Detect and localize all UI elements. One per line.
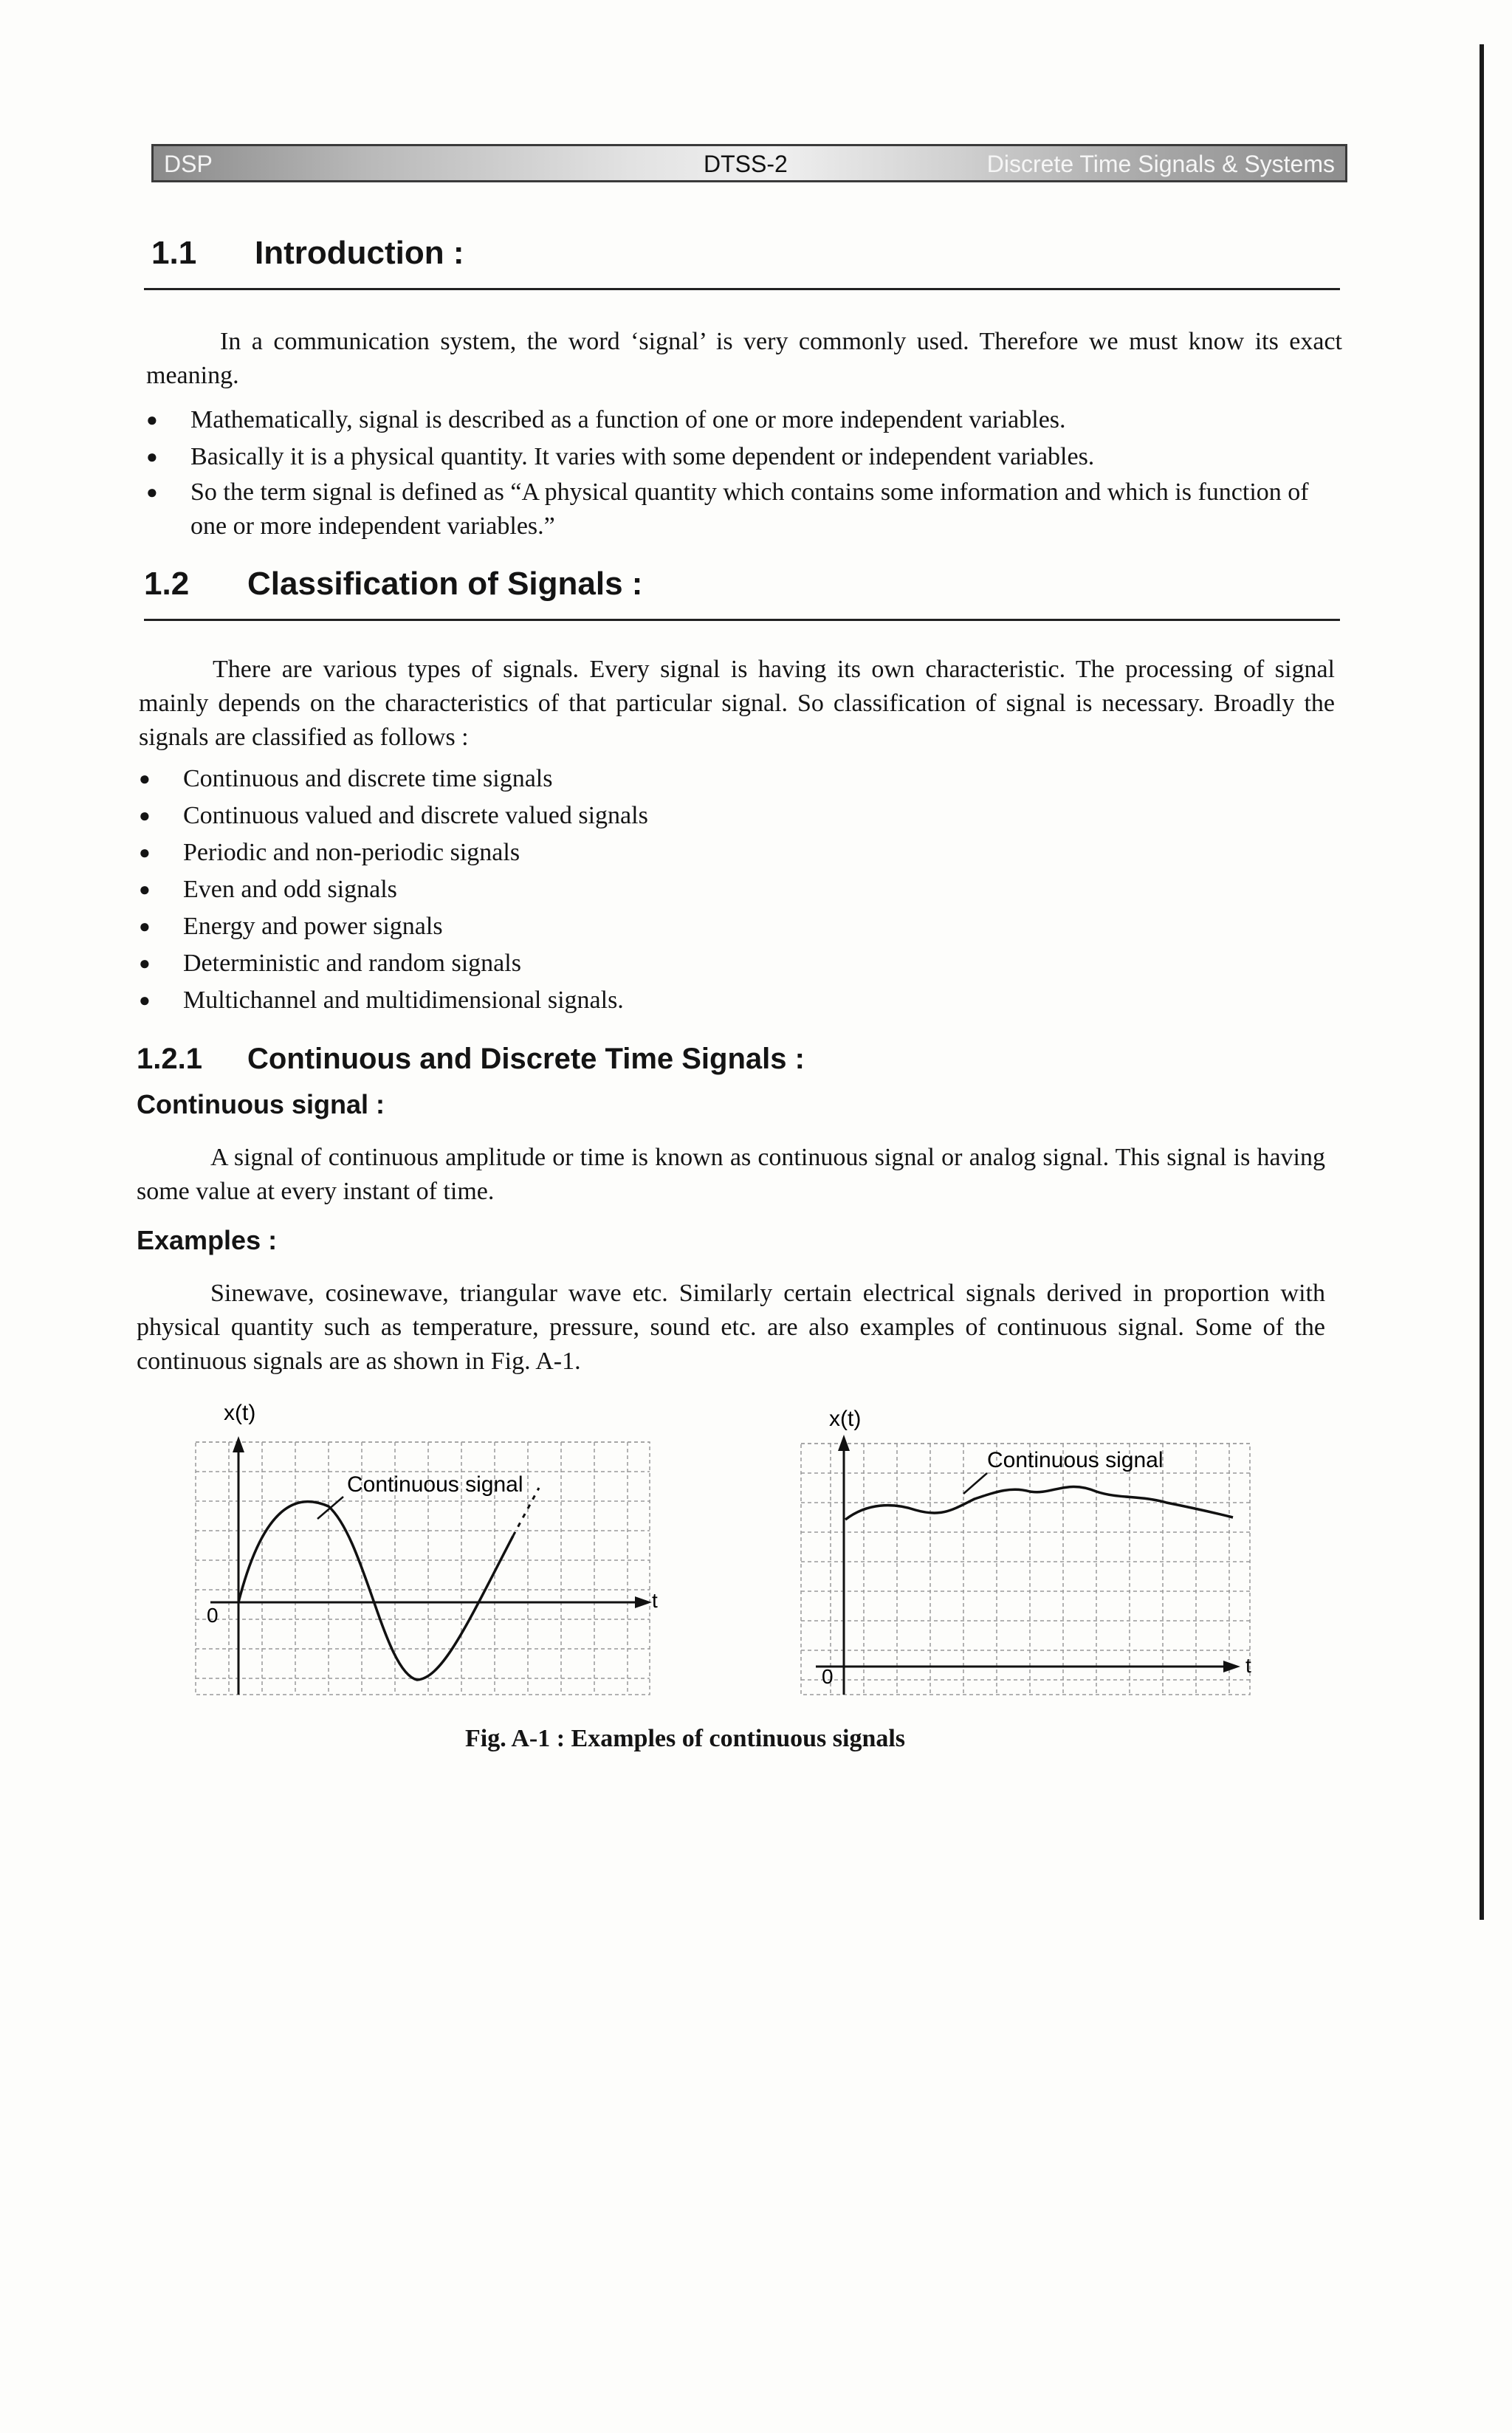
x-axis-label: t <box>1245 1654 1251 1677</box>
list-item: ● So the term signal is defined as “A physical quantity which contains some information and which is function of one or more independent variables.” <box>146 476 1342 543</box>
subsection-number: 1.2.1 <box>137 1043 202 1075</box>
figure-caption: Fig. A-1 : Examples of continuous signals <box>465 1725 906 1752</box>
list-item: ● Multichannel and multidimensional signals. <box>139 982 1335 1019</box>
header-center-text: DTSS-2 <box>704 151 788 177</box>
figure-right-graph <box>794 1399 1325 1717</box>
classification-bullet-list <box>139 761 1335 1019</box>
subsection-heading <box>137 1043 1333 1076</box>
list-item: ● Deterministic and random signals <box>139 945 1335 982</box>
list-item: ● Mathematically, signal is described as a function of one or more independent variables. <box>146 402 1342 439</box>
section-classification <box>144 566 1333 603</box>
list-item: ● Periodic and non-periodic signals <box>139 834 1335 871</box>
list-item: ● Even and odd signals <box>139 871 1335 908</box>
section-number: 1.2 <box>144 566 190 602</box>
signal-annotation: Continuous signal <box>987 1448 1164 1472</box>
section-rule <box>144 619 1340 621</box>
classification-body <box>139 653 1335 1019</box>
y-axis-label: x(t) <box>829 1407 862 1431</box>
intro-body <box>146 325 1342 543</box>
list-item: ● Continuous and discrete time signals <box>139 761 1335 797</box>
classification-paragraph: There are various types of signals. Every signal is having its own characteristic. The processing of signal mainly depends on the characteristics of that particular signal. So classification of signal is necessary. Broadly the signals are classified as follows : <box>139 656 1335 751</box>
origin-label: 0 <box>822 1665 834 1688</box>
signal-annotation: Continuous signal <box>347 1472 523 1497</box>
continuous-signal-heading: Continuous signal : <box>137 1089 385 1119</box>
x-axis-label: t <box>652 1589 658 1612</box>
section-continuous-discrete <box>137 1043 1333 1379</box>
examples-heading: Examples : <box>137 1225 278 1255</box>
y-axis-label: x(t) <box>224 1401 256 1425</box>
section-heading-classification <box>144 566 1333 603</box>
section-heading-intro <box>151 235 1340 272</box>
list-item: ● Continuous valued and discrete valued signals <box>139 797 1335 834</box>
section-introduction <box>151 235 1340 272</box>
examples-paragraph: Sinewave, cosinewave, triangular wave etc. Similarly certain electrical signals derived in proportion with physical quantity such as temperature, pressure, sound etc. are also examples of continuous signal. Some of the continuous signals are as shown in Fig. A-1. <box>137 1280 1325 1375</box>
header-left-text: DSP <box>164 151 213 177</box>
section-number: 1.1 <box>151 235 197 271</box>
list-item: ● Energy and power signals <box>139 908 1335 945</box>
header-right-text: Discrete Time Signals & Systems <box>986 151 1335 177</box>
section-rule <box>144 288 1340 290</box>
page-header-bar <box>151 144 1347 182</box>
section-title: Introduction : <box>255 235 464 271</box>
list-item: ● Basically it is a physical quantity. It varies with some dependent or independent variables. <box>146 439 1342 476</box>
figure-left-graph <box>188 1399 661 1702</box>
intro-paragraph: In a communication system, the word ‘signal’ is very commonly used. Therefore we must know its exact meaning. <box>146 328 1342 389</box>
subsection-title: Continuous and Discrete Time Signals : <box>247 1043 805 1075</box>
intro-bullet-list <box>146 402 1342 543</box>
section-title: Classification of Signals : <box>247 566 643 602</box>
continuous-paragraph: A signal of continuous amplitude or time is known as continuous signal or analog signal. This signal is having some value at every instant of time. <box>137 1144 1325 1205</box>
page-edge-shadow <box>1480 44 1484 1920</box>
origin-label: 0 <box>207 1604 219 1627</box>
